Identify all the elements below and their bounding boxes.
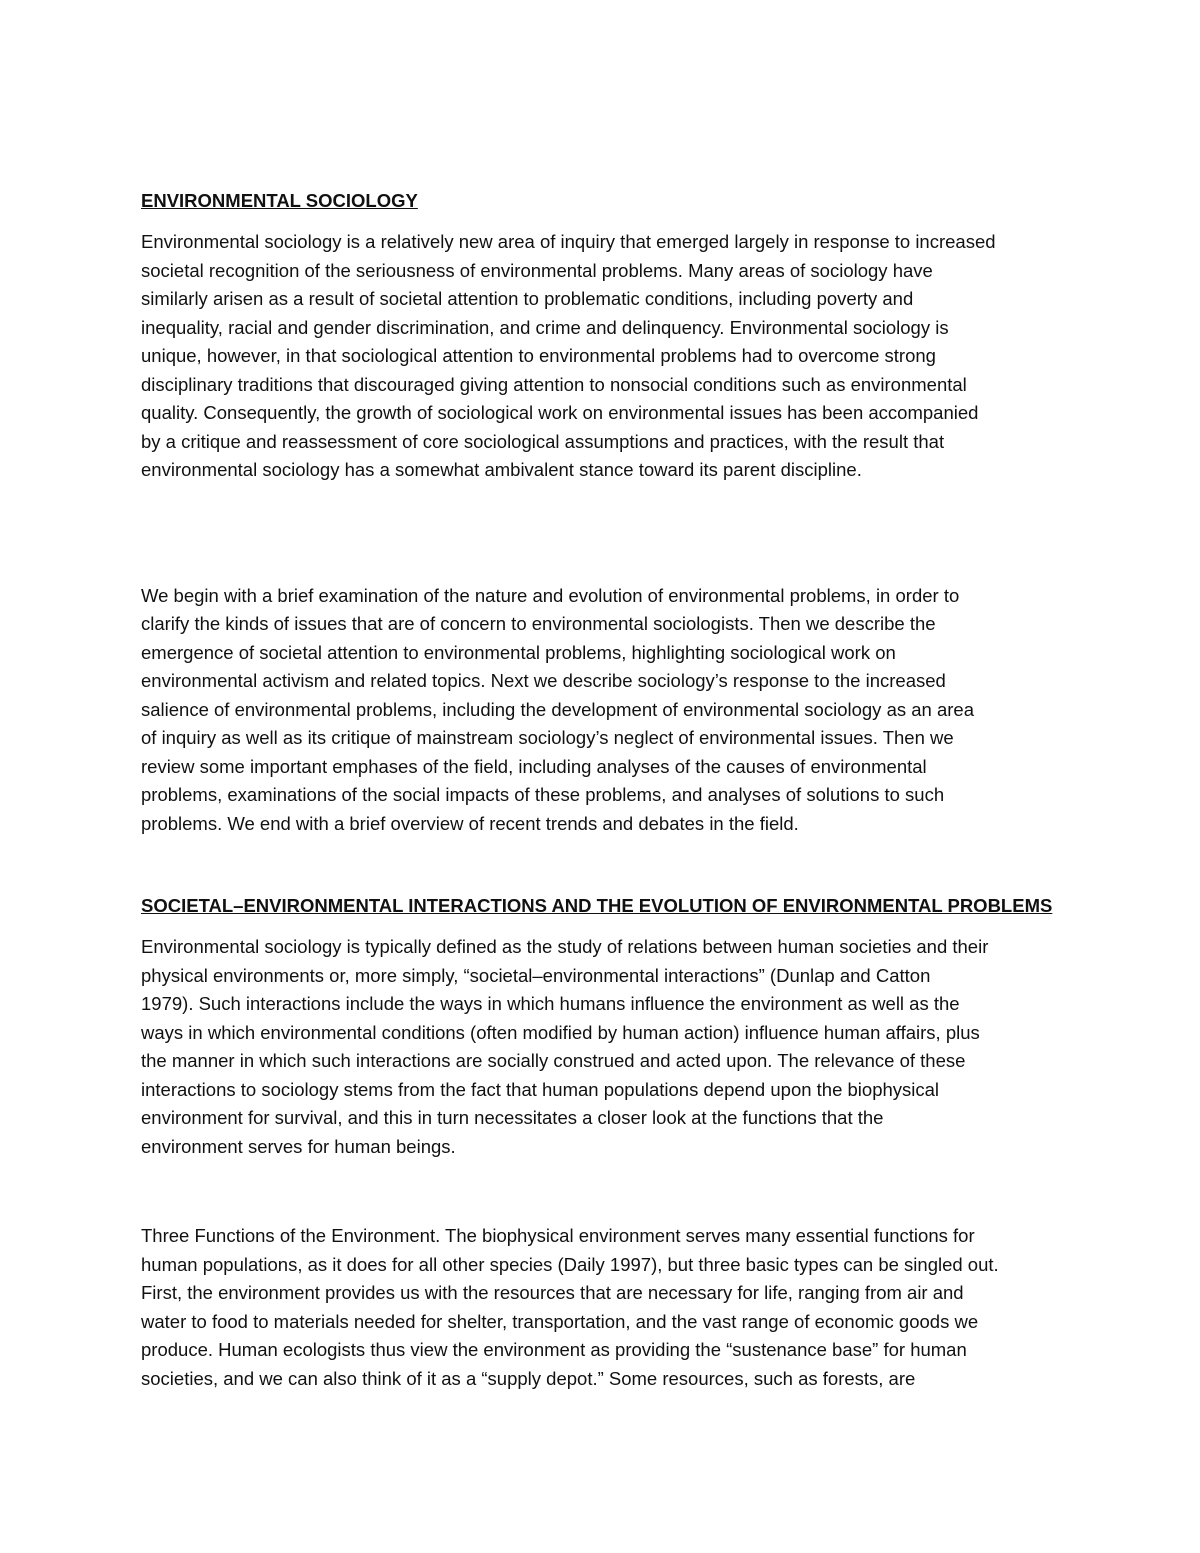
text-line: problems. We end with a brief overview of recent trends and debates in the field. bbox=[141, 812, 799, 834]
text-line: societal recognition of the seriousness of environmental problems. Many areas of sociology have bbox=[141, 259, 933, 281]
text-line: inequality, racial and gender discrimination, and crime and delinquency. Environmental sociology is bbox=[141, 316, 949, 338]
text-line: 1979). Such interactions include the ways in which humans influence the environment as well as the bbox=[141, 993, 960, 1014]
text-line: societies, and we can also think of it as a “supply depot.” Some resources, such as forests, are bbox=[141, 1367, 916, 1389]
text-line: review some important emphases of the field, including analyses of the causes of environmental bbox=[141, 755, 927, 777]
paragraph-spacer bbox=[141, 485, 1063, 582]
text-line: clarify the kinds of issues that are of concern to environmental sociologists. Then we describe the bbox=[141, 613, 936, 634]
text-line: environmental activism and related topics. Next we describe sociology’s response to the increased bbox=[141, 670, 946, 691]
text-line: emergence of societal attention to environmental problems, highlighting sociological work on bbox=[141, 641, 896, 663]
paragraph-intro bbox=[141, 228, 1063, 485]
text-line: disciplinary traditions that discouraged giving attention to nonsocial conditions such as environmental bbox=[141, 373, 967, 395]
text-line: by a critique and reassessment of core sociological assumptions and practices, with the result that bbox=[141, 430, 945, 452]
text-line: of inquiry as well as its critique of mainstream sociology’s neglect of environmental issues. Then we bbox=[141, 727, 954, 748]
text-line: environmental sociology has a somewhat ambivalent stance toward its parent discipline. bbox=[141, 459, 862, 480]
text-line: similarly arisen as a result of societal attention to problematic conditions, including poverty and bbox=[141, 288, 914, 309]
paragraph-overview bbox=[141, 582, 1063, 839]
document-body bbox=[141, 188, 1063, 1393]
section-heading-societal-environmental-interactions: SOCIETAL–ENVIRONMENTAL INTERACTIONS AND THE EVOLUTION OF ENVIRONMENTAL PROBLEMS bbox=[141, 895, 1053, 916]
text-line: unique, however, in that sociological attention to environmental problems had to overcome strong bbox=[141, 345, 936, 366]
section-heading-environmental-sociology: ENVIRONMENTAL SOCIOLOGY bbox=[141, 190, 418, 211]
text-line: Environmental sociology is a relatively new area of inquiry that emerged largely in response to increased bbox=[141, 231, 996, 252]
text-line: Environmental sociology is typically defined as the study of relations between human societies and their bbox=[141, 936, 989, 957]
text-line: human populations, as it does for all other species (Daily 1997), but three basic types can be singled out. bbox=[141, 1253, 999, 1275]
text-line: environment serves for human beings. bbox=[141, 1135, 456, 1157]
paragraph-spacer bbox=[141, 1161, 1063, 1222]
text-line: quality. Consequently, the growth of sociological work on environmental issues has been accompanied bbox=[141, 402, 979, 423]
paragraph-definition bbox=[141, 933, 1063, 1161]
text-line: the manner in which such interactions are socially construed and acted upon. The relevance of these bbox=[141, 1050, 966, 1071]
text-line: Three Functions of the Environment. The biophysical environment serves many essential functions for bbox=[141, 1225, 975, 1246]
text-line: salience of environmental problems, including the development of environmental sociology as an area bbox=[141, 698, 974, 720]
text-line: problems, examinations of the social impacts of these problems, and analyses of solutions to such bbox=[141, 784, 945, 805]
text-line: water to food to materials needed for shelter, transportation, and the vast range of economic goods we bbox=[141, 1310, 979, 1332]
text-line: environment for survival, and this in turn necessitates a closer look at the functions that the bbox=[141, 1107, 884, 1128]
paragraph-spacer bbox=[141, 838, 1063, 893]
paragraph-three-functions bbox=[141, 1222, 1063, 1393]
text-line: We begin with a brief examination of the nature and evolution of environmental problems, in order to bbox=[141, 584, 960, 606]
text-line: ways in which environmental conditions (often modified by human action) influence human affairs, plus bbox=[141, 1021, 980, 1043]
text-line: physical environments or, more simply, “societal–environmental interactions” (Dunlap and Catton bbox=[141, 964, 931, 986]
text-line: First, the environment provides us with the resources that are necessary for life, ranging from air and bbox=[141, 1282, 964, 1303]
text-line: produce. Human ecologists thus view the environment as providing the “sustenance base” for human bbox=[141, 1339, 967, 1360]
text-line: interactions to sociology stems from the fact that human populations depend upon the biophysical bbox=[141, 1078, 940, 1100]
